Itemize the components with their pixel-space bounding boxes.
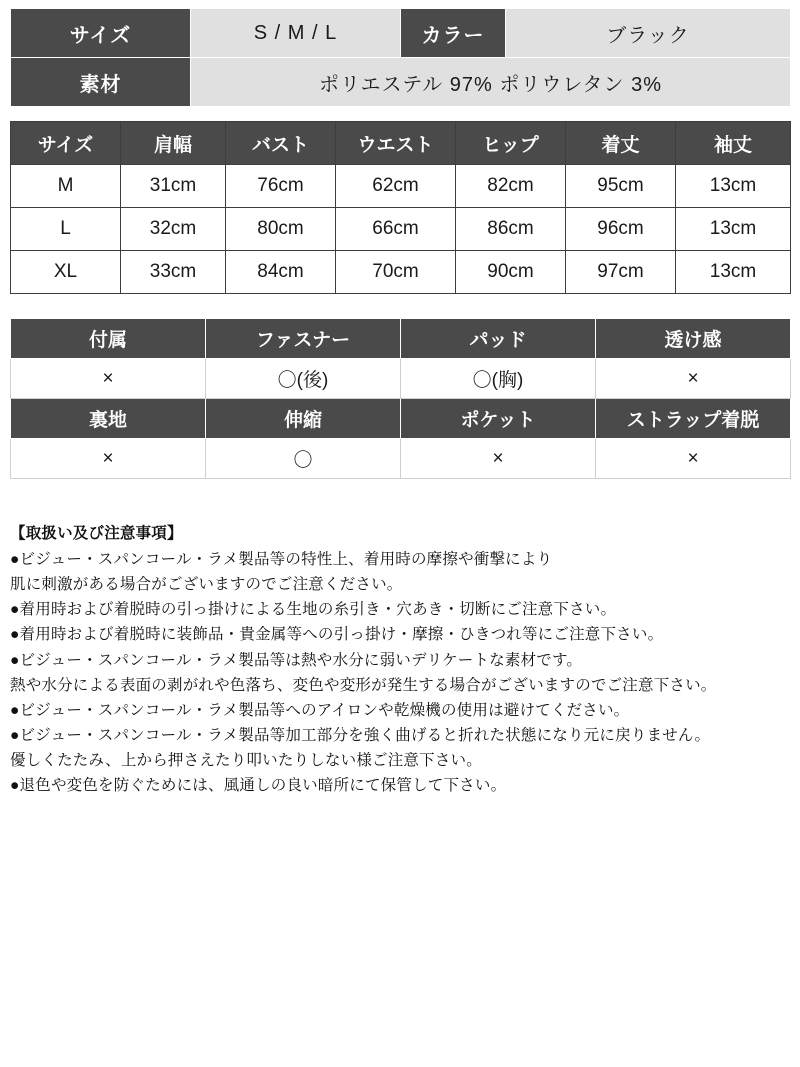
size-cell: XL <box>11 251 121 294</box>
size-header-cell: バスト <box>226 122 336 165</box>
feature-header-cell: 伸縮 <box>206 399 401 439</box>
size-cell: 70cm <box>336 251 456 294</box>
feature-header-cell: ストラップ着脱 <box>596 399 791 439</box>
size-cell: 84cm <box>226 251 336 294</box>
feature-header-cell: ポケット <box>401 399 596 439</box>
size-header-cell: 肩幅 <box>121 122 226 165</box>
size-header-cell: ウエスト <box>336 122 456 165</box>
care-instructions-line: 優しくたたみ、上から押さえたり叩いたりしない様ご注意下さい。 <box>10 751 482 769</box>
table-row <box>11 9 791 58</box>
feature-header-cell: パッド <box>401 319 596 359</box>
care-instructions-line: ●ビジュー・スパンコール・ラメ製品等へのアイロンや乾燥機の使用は避けてください。 <box>10 701 630 719</box>
care-instructions-line: ●着用時および着脱時に装飾品・貴金属等への引っ掛け・摩擦・ひきつれ等にご注意下さい。 <box>10 626 664 644</box>
feature-table-body <box>11 319 791 479</box>
care-instructions-line: ●着用時および着脱時の引っ掛けによる生地の糸引き・穴あき・切断にご注意下さい。 <box>10 601 617 619</box>
size-cell: 13cm <box>676 251 791 294</box>
feature-value-cell: 〇(胸) <box>401 359 596 399</box>
table-row <box>11 165 791 208</box>
size-cell: 96cm <box>566 208 676 251</box>
feature-value-cell: 〇(後) <box>206 359 401 399</box>
feature-value-cell: 〇 <box>206 439 401 479</box>
care-instructions-title: 【取扱い及び注意事項】 <box>10 525 183 542</box>
size-cell: 33cm <box>121 251 226 294</box>
spec-label-size: サイズ <box>11 9 191 58</box>
table-row <box>11 208 791 251</box>
table-row <box>11 319 791 359</box>
size-cell: M <box>11 165 121 208</box>
feature-header-cell: 付属 <box>11 319 206 359</box>
table-row <box>11 251 791 294</box>
size-header-cell: ヒップ <box>456 122 566 165</box>
care-instructions <box>10 521 790 798</box>
feature-table <box>10 318 791 479</box>
size-cell: 13cm <box>676 208 791 251</box>
feature-value-cell: × <box>11 439 206 479</box>
spec-table <box>10 8 791 107</box>
care-instructions-line: ●ビジュー・スパンコール・ラメ製品等加工部分を強く曲げると折れた状態になり元に戻りません。 <box>10 726 711 744</box>
care-instructions-line: ●退色や変色を防ぐためには、風通しの良い暗所にて保管して下さい。 <box>10 777 507 795</box>
care-instructions-line: ●ビジュー・スパンコール・ラメ製品等の特性上、着用時の摩擦や衝撃により <box>10 551 553 569</box>
size-header-cell: 着丈 <box>566 122 676 165</box>
care-instructions-line: ●ビジュー・スパンコール・ラメ製品等は熱や水分に弱いデリケートな素材です。 <box>10 651 583 669</box>
size-cell: 86cm <box>456 208 566 251</box>
spec-value-color: ブラック <box>506 9 791 58</box>
size-table <box>10 121 791 294</box>
size-header-cell: サイズ <box>11 122 121 165</box>
size-cell: 13cm <box>676 165 791 208</box>
table-row <box>11 58 791 107</box>
feature-table-wrapper <box>10 318 790 479</box>
table-row <box>11 399 791 439</box>
feature-value-cell: × <box>11 359 206 399</box>
care-instructions-line: 肌に刺激がある場合がございますのでご注意ください。 <box>10 576 403 594</box>
size-cell: 95cm <box>566 165 676 208</box>
size-cell: 62cm <box>336 165 456 208</box>
spec-table-body <box>11 9 791 107</box>
spec-label-material: 素材 <box>11 58 191 107</box>
table-row <box>11 359 791 399</box>
size-table-body <box>11 165 791 294</box>
spec-value-material: ポリエステル 97% ポリウレタン 3% <box>191 58 791 107</box>
care-instructions-line: 熱や水分による表面の剥がれや色落ち、変色や変形が発生する場合がございますのでご注意下さい。 <box>10 676 717 694</box>
size-cell: 90cm <box>456 251 566 294</box>
table-row <box>11 122 791 165</box>
feature-header-cell: 透け感 <box>596 319 791 359</box>
spec-label-color: カラー <box>401 9 506 58</box>
feature-value-cell: × <box>401 439 596 479</box>
size-cell: 31cm <box>121 165 226 208</box>
size-cell: 66cm <box>336 208 456 251</box>
size-table-head <box>11 122 791 165</box>
size-table-wrapper <box>10 121 790 294</box>
size-cell: 82cm <box>456 165 566 208</box>
table-row <box>11 439 791 479</box>
size-cell: 97cm <box>566 251 676 294</box>
feature-value-cell: × <box>596 359 791 399</box>
feature-header-cell: 裏地 <box>11 399 206 439</box>
feature-value-cell: × <box>596 439 791 479</box>
size-cell: 32cm <box>121 208 226 251</box>
size-cell: 80cm <box>226 208 336 251</box>
size-header-cell: 袖丈 <box>676 122 791 165</box>
feature-header-cell: ファスナー <box>206 319 401 359</box>
size-cell: 76cm <box>226 165 336 208</box>
size-cell: L <box>11 208 121 251</box>
spec-value-size: S / M / L <box>191 9 401 58</box>
